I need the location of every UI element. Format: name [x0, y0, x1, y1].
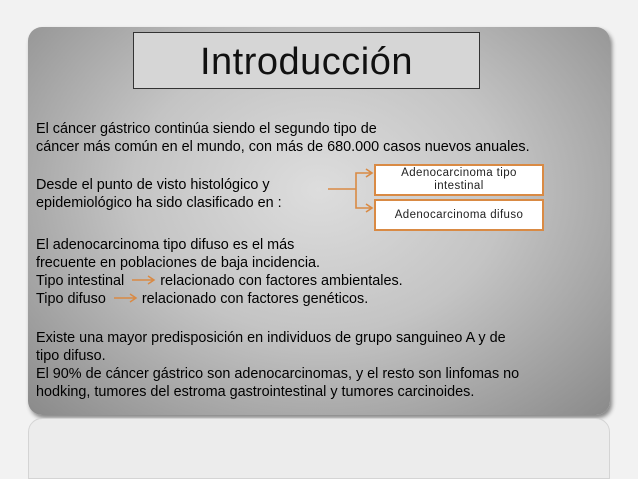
- type-intestinal-label: Tipo intestinal: [36, 273, 125, 289]
- arrow-right-icon: [114, 293, 138, 303]
- classification-intestinal-box: [374, 164, 544, 196]
- type-diffuse-desc: relacionado con factores genéticos.: [141, 291, 369, 307]
- bracket-arrows: [326, 163, 376, 215]
- title-box: [133, 32, 480, 89]
- paragraph-line-7: [36, 273, 403, 290]
- type-diffuse-label: Tipo difuso: [36, 291, 106, 307]
- paragraph-line-4: epidemiológico ha sido clasificado en :: [36, 195, 282, 211]
- paragraph-line-6: frecuente en poblaciones de baja incidencia.: [36, 255, 321, 271]
- lower-panel: [28, 418, 610, 479]
- classification-diffuse-label: Adenocarcinoma difuso: [394, 208, 524, 221]
- paragraph-line-12: hodking, tumores del estroma gastrointestinal y tumores carcinoides.: [36, 384, 475, 400]
- paragraph-line-9: Existe una mayor predisposición en individuos de grupo sanguineo A y de: [36, 330, 506, 346]
- classification-intestinal-line1: Adenocarcinoma tipo: [401, 167, 517, 179]
- arrow-right-icon: [132, 275, 156, 285]
- classification-diffuse-box: [374, 199, 544, 231]
- paragraph-line-2: cáncer más común en el mundo, con más de 680.000 casos nuevos anuales.: [36, 139, 530, 155]
- paragraph-line-5: El adenocarcinoma tipo difuso es el más: [36, 237, 295, 253]
- paragraph-line-8: [36, 291, 368, 308]
- paragraph-line-3: Desde el punto de visto histológico y: [36, 177, 270, 193]
- page-title: Introducción: [199, 41, 413, 83]
- paragraph-line-10: tipo difuso.: [36, 348, 106, 364]
- classification-intestinal-line2: intestinal: [434, 180, 484, 192]
- paragraph-line-11: El 90% de cáncer gástrico son adenocarcinomas, y el resto son linfomas no: [36, 366, 520, 382]
- type-intestinal-desc: relacionado con factores ambientales.: [160, 273, 403, 289]
- paragraph-line-1: El cáncer gástrico continúa siendo el segundo tipo de: [36, 121, 377, 137]
